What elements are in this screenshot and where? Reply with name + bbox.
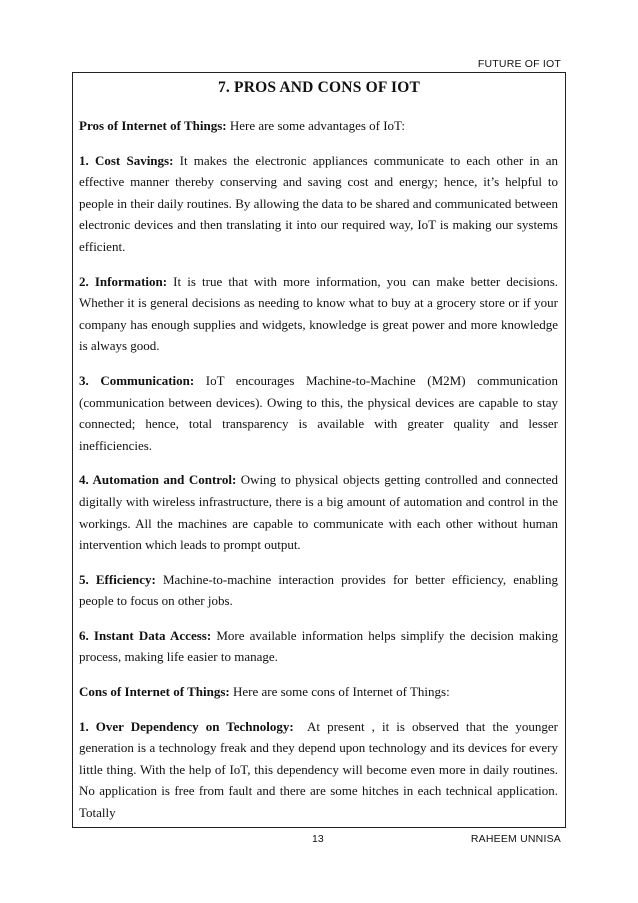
pro-item-communication bbox=[79, 370, 558, 456]
page-number: 13 bbox=[312, 833, 324, 845]
con-item-text: At present , it is observed that the younger generation is a technology freak and they depend upon technology and its devices for every little thing. With the help of IoT, this dependency will become even more in daily routines. No application is free from fault and there are some hitches in each technical application. Totally bbox=[79, 718, 562, 821]
pro-item-label: 2. Information: bbox=[79, 273, 168, 289]
pro-item-text: Machine-to-machine interaction provides for better efficiency, enabling people to focus on other jobs. bbox=[79, 571, 559, 609]
pros-intro-text: Here are some advantages of IoT: bbox=[226, 118, 405, 133]
cons-intro bbox=[79, 681, 558, 703]
section-body bbox=[79, 115, 562, 824]
running-header: FUTURE OF IOT bbox=[477, 58, 561, 70]
pro-item-label: 3. Communication: bbox=[79, 372, 195, 388]
pro-item-text: IoT encourages Machine-to-Machine (M2M) communication (communication between devices). Owing to this, the physical devices are capable to stay connected; hence, total transparency is available with greater quality and lesser inefficiencies. bbox=[79, 372, 558, 453]
pros-intro-label: Pros of Internet of Things: bbox=[79, 118, 227, 133]
pro-item-instant-data bbox=[79, 625, 558, 668]
section-title: 7. PROS AND CONS OF IOT bbox=[217, 79, 421, 96]
footer-author: RAHEEM UNNISA bbox=[470, 833, 561, 845]
pro-item-label: 5. Efficiency: bbox=[79, 571, 156, 587]
pro-item-label: 6. Instant Data Access: bbox=[79, 627, 212, 643]
pro-item-cost-savings bbox=[79, 150, 558, 258]
pro-item-information bbox=[79, 271, 558, 357]
pro-item-automation bbox=[79, 469, 558, 555]
con-item-label: 1. Over Dependency on Technology: bbox=[79, 718, 294, 734]
cons-intro-label: Cons of Internet of Things: bbox=[79, 684, 230, 700]
pro-item-label: 4. Automation and Control: bbox=[79, 472, 237, 488]
pro-item-label: 1. Cost Savings: bbox=[79, 152, 174, 168]
pro-item-text: It makes the electronic appliances communicate to each other in an effective manner thereby conserving and saving cost and energy; hence, it’s helpful to people in their daily routines. By allowing the data to be shared and communicated between electronic devices and then translating it into our required way, IoT is making our systems efficient. bbox=[79, 152, 558, 254]
pro-item-text: It is true that with more information, you can make better decisions. Whether it is general decisions as needing to know what to buy at a grocery store or if your company has enough supplies and widgets, knowledge is great power and more knowledge is always good. bbox=[79, 273, 558, 354]
pro-item-text: More available information helps simplify the decision making process, making life easier to manage. bbox=[79, 627, 558, 665]
cons-intro-text: Here are some cons of Internet of Things: bbox=[229, 684, 450, 700]
con-item-over-dependency bbox=[79, 716, 562, 824]
pro-item-efficiency bbox=[79, 569, 558, 612]
pro-item-text: Owing to physical objects getting controlled and connected digitally with wireless infrastructure, there is a big amount of automation and control in the workings. All the machines are capable to communicate with each other without human intervention which leads to prompt output. bbox=[79, 472, 558, 553]
pros-intro bbox=[79, 115, 558, 137]
page-frame bbox=[72, 72, 566, 828]
